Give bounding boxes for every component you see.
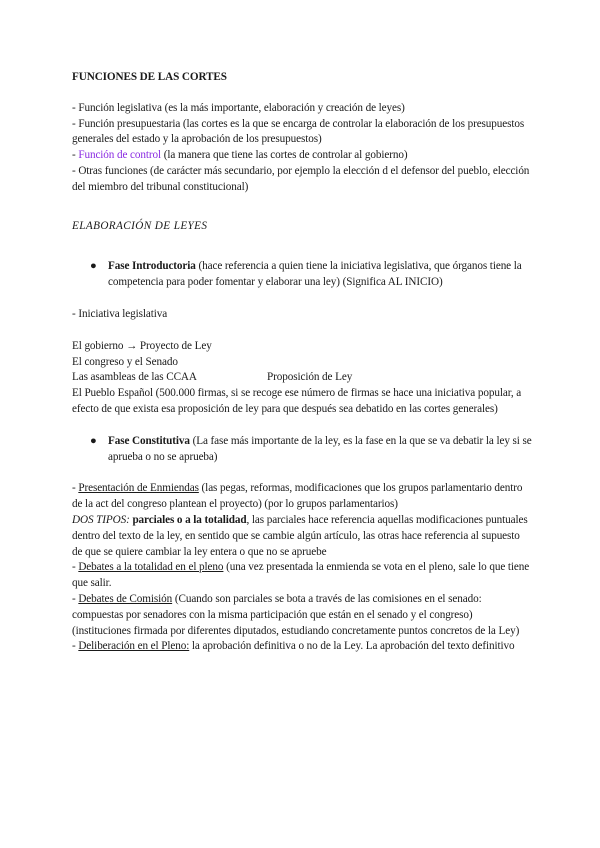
fase-constitutiva-desc: (La fase más importante de la ley, es la fase en la que se va debatir la ley si se aprueba o no se aprueba) <box>108 434 532 463</box>
debates-label: Debates a la totalidad en el pleno <box>78 561 224 574</box>
function-presupuestaria: - Función presupuestaria (las cortes es la que se encarga de controlar la elaboración de los presupuestos generales del estado y la aprobación de los presupuestos) <box>72 117 525 146</box>
comision-label: Debates de Comisión <box>78 592 173 605</box>
dos-tipos <box>72 513 532 560</box>
dos-tipos-bold: parciales o a la totalidad <box>132 513 247 526</box>
fase-constitutiva-label: Fase Constitutiva <box>108 434 190 447</box>
function-otras: - Otras funciones (de carácter más secundario, por ejemplo la elección d el defensor del pueblo, elección del miembro del tribunal constitucional) <box>72 164 530 193</box>
function-legislativa: - Función legislativa (es la más importante, elaboración y creación de leyes) <box>72 101 405 114</box>
line-asambleas <box>72 370 532 386</box>
presentacion-enmiendas <box>72 481 532 513</box>
function-control <box>72 148 532 164</box>
proposicion-label: Proposición de Ley <box>267 371 353 384</box>
deliberacion-pleno <box>72 639 532 655</box>
dash: - <box>72 561 79 574</box>
document-title: FUNCIONES DE LAS CORTES <box>72 71 227 83</box>
dash: - <box>72 149 79 162</box>
enmiendas-label: Presentación de Enmiendas <box>78 482 199 495</box>
debates-totalidad <box>72 560 532 592</box>
bullet-dot: ● <box>90 260 97 273</box>
function-control-desc: (la manera que tiene las cortes de controlar al gobierno) <box>161 149 408 162</box>
dos-tipos-desc: , las parciales hace referencia aquellas modificaciones puntuales dentro del texto de la ley, en sentido que se cambie algún artículo, las otras hace referencia al supuesto de que se quiere cambiar la ley entera o que no se apruebe <box>72 513 528 558</box>
debates-comision <box>72 592 532 639</box>
dash: - <box>72 592 79 605</box>
comision-desc: (Cuando son parciales se bota a través de las comisiones en el senado: compuestas por senadores con la misma participación que están en el senado y el congreso) (instituciones firmada por diferentes diputados, estudiando concretamente puntos concretos de la Ley) <box>72 592 520 637</box>
functions-list <box>72 101 532 196</box>
dos-tipos-label: DOS TIPOS: <box>72 513 133 526</box>
line-pueblo: El Pueblo Español (500.000 firmas, si se recoge ese número de firmas se hace una iniciativa popular, a efecto de que exista esa proposición de ley para que después sea debatido en las cortes generales) <box>72 387 522 415</box>
line-gobierno: El gobierno → Proyecto de Ley <box>72 339 212 352</box>
iniciativa-legislativa: - Iniciativa legislativa <box>72 307 168 320</box>
enmiendas-desc: (las pegas, reformas, modificaciones que los grupos parlamentario dentro de la act del congreso plantean el proyecto) (por lo grupos parlamentarios) <box>72 482 523 511</box>
debates-desc: (una vez presentada la enmienda se vota en el pleno, sale lo que tiene que salir. <box>72 561 530 590</box>
asambleas-label: Las asambleas de las CCAA <box>72 371 197 384</box>
fase-introductoria-desc: (hace referencia a quien tiene la iniciativa legislativa, que órganos tiene la competencia para poder fomentar y elaborar una ley) (Significa AL INICIO) <box>108 260 522 289</box>
bullet-dot: ● <box>90 434 97 447</box>
fase-introductoria-label: Fase Introductoria <box>108 260 196 273</box>
dash: - <box>72 482 79 495</box>
section-heading: ELABORACIÓN DE LEYES <box>72 219 208 232</box>
deliberacion-desc: la aprobación definitiva o no de la Ley. La aprobación del texto definitivo <box>189 640 515 653</box>
bullet-fase-constitutiva <box>72 434 532 466</box>
deliberacion-label: Deliberación en el Pleno: <box>78 640 190 653</box>
line-congreso: El congreso y el Senado <box>72 355 178 368</box>
function-control-label: Función de control <box>78 149 162 162</box>
dash: - <box>72 640 79 653</box>
document-page <box>72 70 532 655</box>
bullet-fase-introductoria <box>72 259 532 291</box>
